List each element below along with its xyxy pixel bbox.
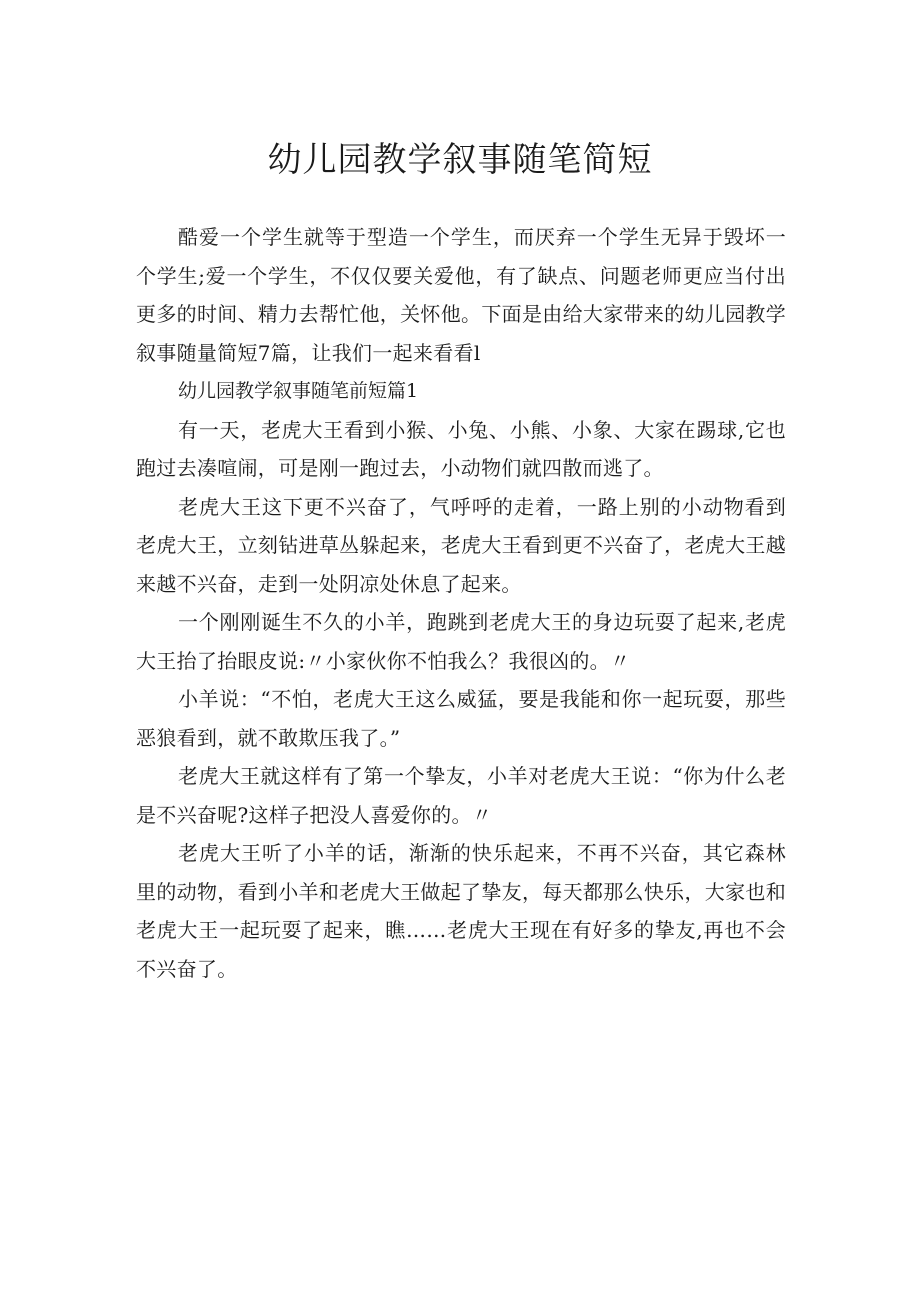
- body-paragraph-4: 小羊说：“不怕，老虎大王这么威猛，要是我能和你一起玩耍，那些恶狼看到，就不敢欺压我了。”: [136, 687, 786, 750]
- body-paragraph-5: 老虎大王就这样有了第一个挚友，小羊对老虎大王说：“你为什么老是不兴奋呢?这样子把没人喜爱你的。〃: [136, 764, 786, 827]
- body-paragraph-3: 一个刚刚诞生不久的小羊，跑跳到老虎大王的身边玩耍了起来,老虎大王抬了抬眼皮说:〃小家伙你不怕我么？我很凶的。〃: [136, 610, 786, 673]
- body-paragraph-1: 有一天，老虎大王看到小猴、小兔、小熊、小象、大家在踢球,它也跑过去凑喧闹，可是刚一跑过去，小动物们就四散而逃了。: [136, 417, 786, 480]
- intro-paragraph: 酷爱一个学生就等于型造一个学生，而厌弃一个学生无异于毁坏一个学生;爱一个学生，不仅仅要关爱他，有了缺点、问题老师更应当付出更多的时间、精力去帮忙他，关怀他。下面是由给大家带来的幼儿园教学叙事随量简短7篇，让我们一起来看看l: [136, 225, 786, 365]
- body-paragraph-6: 老虎大王听了小羊的话，渐渐的快乐起来，不再不兴奋，其它森林里的动物，看到小羊和老虎大王做起了挚友，每天都那么快乐，大家也和老虎大王一起玩耍了起来，瞧……老虎大王现在有好多的挚友,再也不会不兴奋了。: [136, 841, 786, 981]
- section-heading: 幼儿园教学叙事随笔前短篇1: [178, 380, 419, 402]
- document-title: 幼儿园教学叙事随笔简短: [267, 140, 653, 180]
- document-body: [136, 218, 786, 988]
- body-paragraph-2: 老虎大王这下更不兴奋了，气呼呼的走着，一路上别的小动物看到老虎大王，立刻钻进草丛躲起来，老虎大王看到更不兴奋了，老虎大王越来越不兴奋，走到一处阴凉处休息了起来。: [136, 494, 786, 596]
